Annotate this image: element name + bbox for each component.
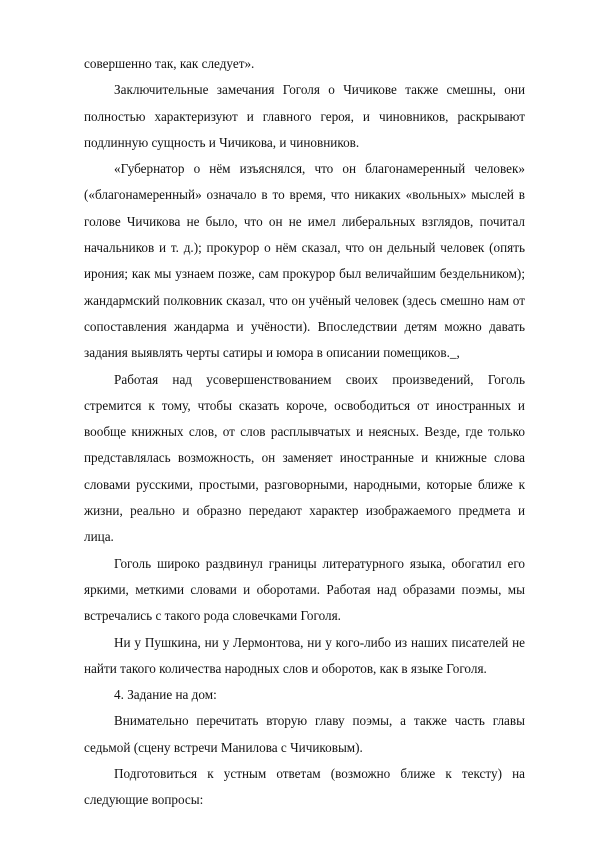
- homework-heading: 4. Задание на дом:: [114, 687, 217, 703]
- paragraph-comparison: Ни у Пушкина, ни у Лермонтова, ни у кого-либо из наших писателей не найти такого количества народных слов и оборотов, как в языке Гоголя.: [84, 634, 525, 676]
- document-page: [84, 51, 525, 814]
- paragraph-prepare-task: Подготовиться к устным ответам (возможно ближе к тексту) на следующие вопросы:: [84, 766, 525, 808]
- paragraph-reread-task: Внимательно перечитать вторую главу поэмы, а также часть главы седьмой (сцену встречи Манилова с Чичиковым).: [84, 713, 525, 755]
- paragraph-gogol-style: Работая над усовершенствованием своих произведений, Гоголь стремится к тому, чтобы сказать короче, освободиться от иностранных и вообще книжных слов, от слов расплывчатых и неясных. Везде, где только представлялась возможность, он заменяет иностранные и книжные слова словами русскими, простыми, разговорными, народными, которые ближе к жизни, реально и образно передают характер изображаемого предмета и лица.: [84, 371, 525, 545]
- paragraph-closing-remarks: Заключительные замечания Гоголя о Чичикове также смешны, они полностью характеризуют и главного героя, и чиновников, раскрывают подлинную сущность и Чичикова, и чиновников.: [84, 82, 525, 150]
- paragraph-continuation: совершенно так, как следует».: [84, 56, 255, 71]
- paragraph-governor-quote: «Губернатор о нём изъяснялся, что он благонамеренный человек» («благонамеренный» означало в то время, что никаких «вольных» мыслей в голове Чичикова не было, что он не имел либеральных взглядов, почитал начальников и т. д.); прокурор о нём сказал, что он дельный человек (опять ирония; как мы узнаем позже, сам прокурор был величайшим бездельником); жандармский полковник сказал, что он учёный человек (здесь смешно нам от сопоставления жандарма и учёности). Впоследствии детям можно давать задания выявлять черты сатиры и юмора в описании помещиков._,: [84, 161, 525, 361]
- paragraph-literary-language: Гоголь широко раздвинул границы литературного языка, обогатил его яркими, меткими словами и оборотами. Работая над образами поэмы, мы встречались с такого рода словечками Гоголя.: [84, 555, 525, 624]
